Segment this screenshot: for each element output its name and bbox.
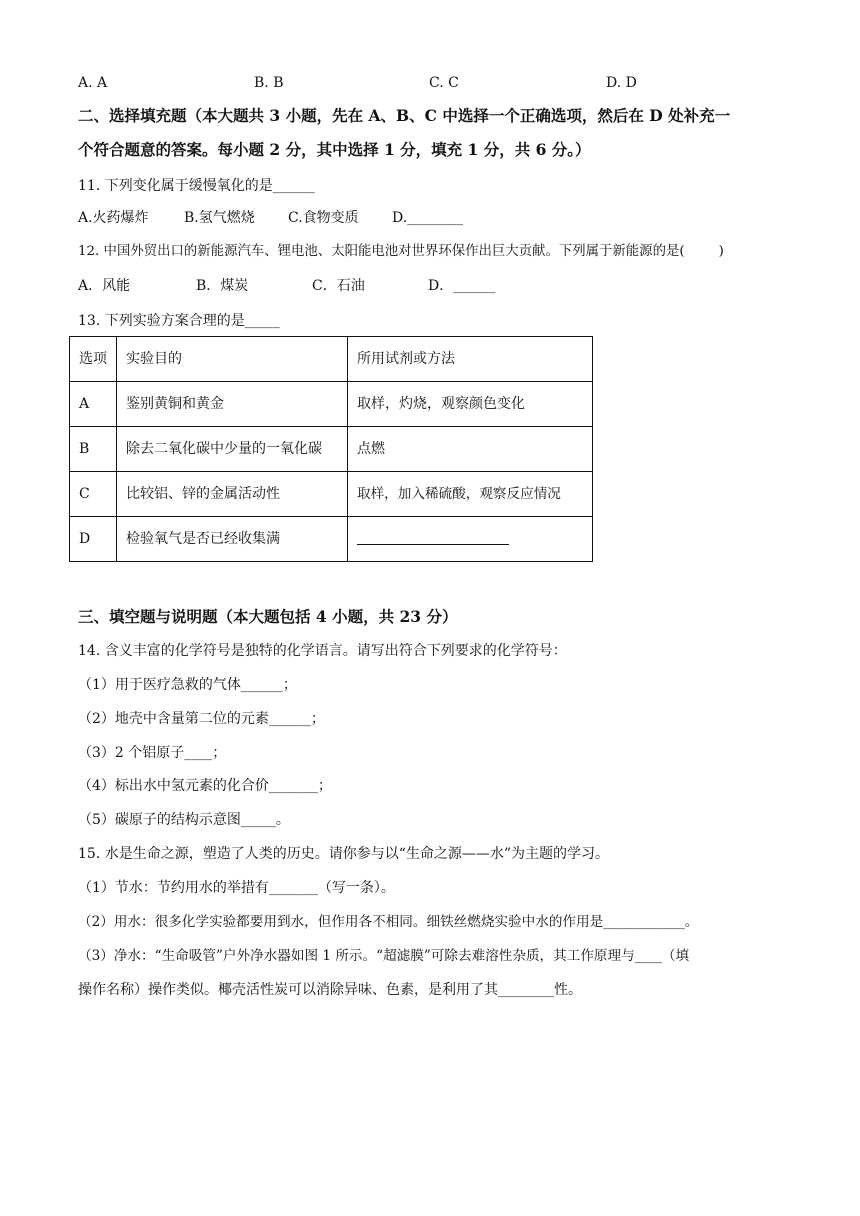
q15-stem: 15. 水是生命之源，塑造了人类的历史。请你参与以“生命之源——水”为主题的学习。 [78, 846, 610, 862]
q11-options [78, 209, 798, 227]
table-header-option: 选项 [70, 337, 117, 382]
table-cell-option: C [70, 472, 117, 517]
q12-option-a: A．风能 [78, 278, 131, 294]
top-option-d: D. D [606, 75, 637, 91]
q13-table [69, 336, 593, 562]
table-header-method: 所用试剂或方法 [348, 337, 593, 382]
table-cell-purpose: 鉴别黄铜和黄金 [117, 382, 348, 427]
q14-item-3: （3）2 个铝原子____； [78, 745, 227, 761]
q11-stem: 11. 下列变化属于缓慢氧化的是______ [78, 178, 315, 194]
section2-heading-line2: 个符合题意的答案。每小题 2 分，其中选择 1 分，填充 1 分，共 6 分。） [78, 140, 591, 159]
q12-stem: 12. 中国外贸出口的新能源汽车、锂电池、太阳能电池对世界环保作出巨大贡献。下列属于新能源的是( ) [78, 244, 724, 259]
q12-options [78, 277, 798, 295]
table-cell-option: A [70, 382, 117, 427]
table-header-purpose: 实验目的 [117, 337, 348, 382]
q12-option-c: C．石油 [312, 278, 365, 294]
q14-item-5: （5）碳原子的结构示意图_____。 [78, 812, 290, 828]
q12-option-b: B．煤炭 [196, 278, 249, 294]
q15-item-3: （3）净水：“生命吸管”户外净水器如图 1 所示。“超滤膜”可除去难溶性杂质，其工作原理与____（填 [78, 948, 690, 964]
section2-heading-line1: 二、选择填充题（本大题共 3 小题，先在 A、B、C 中选择一个正确选项，然后在 D 处补充一 [78, 106, 731, 125]
q14-item-1: （1）用于医疗急救的气体______； [78, 677, 297, 693]
q11-option-d: D.________ [392, 210, 464, 226]
top-options-row [78, 74, 798, 92]
table-row [70, 382, 593, 427]
table-header-row [70, 337, 593, 382]
q11-option-b: B.氢气燃烧 [184, 210, 255, 226]
q12-option-d: D．______ [428, 278, 496, 294]
top-option-b: B. B [254, 75, 284, 91]
table-cell-method: 点燃 [348, 427, 593, 472]
q13-stem: 13. 下列实验方案合理的是_____ [78, 313, 280, 329]
table-cell-purpose: 检验氧气是否已经收集满 [117, 517, 348, 562]
answer-blank-line [357, 530, 509, 545]
table-cell-method: 取样，加入稀硫酸，观察反应情况 [348, 472, 593, 517]
q15-item-3-cont: 操作名称）操作类似。椰壳活性炭可以消除异味、色素，是利用了其________性。 [78, 982, 582, 998]
table-cell-method: 取样，灼烧，观察颜色变化 [348, 382, 593, 427]
table-row [70, 472, 593, 517]
table-cell-purpose: 比较铝、锌的金属活动性 [117, 472, 348, 517]
table-cell-purpose: 除去二氧化碳中少量的一氧化碳 [117, 427, 348, 472]
table-row [70, 517, 593, 562]
q11-option-a: A.火药爆炸 [78, 210, 149, 226]
table-cell-option: D [70, 517, 117, 562]
top-option-c: C. C [429, 75, 459, 91]
q14-stem: 14. 含义丰富的化学符号是独特的化学语言。请写出符合下列要求的化学符号： [78, 643, 567, 659]
table-row [70, 427, 593, 472]
q15-item-1: （1）节水：节约用水的举措有_______（写一条）。 [78, 880, 395, 896]
section3-heading: 三、填空题与说明题（本大题包括 4 小题，共 23 分） [78, 607, 458, 626]
top-option-a: A. A [78, 75, 108, 91]
table-cell-method-blank [348, 517, 593, 562]
q14-item-4: （4）标出水中氢元素的化合价_______； [78, 778, 332, 794]
q11-option-c: C.食物变质 [288, 210, 359, 226]
q15-item-2: （2）用水：很多化学实验都要用到水，但作用各不相同。细铁丝燃烧实验中水的作用是____________。 [78, 914, 699, 930]
table-cell-option: B [70, 427, 117, 472]
q14-item-2: （2）地壳中含量第二位的元素______； [78, 711, 325, 727]
